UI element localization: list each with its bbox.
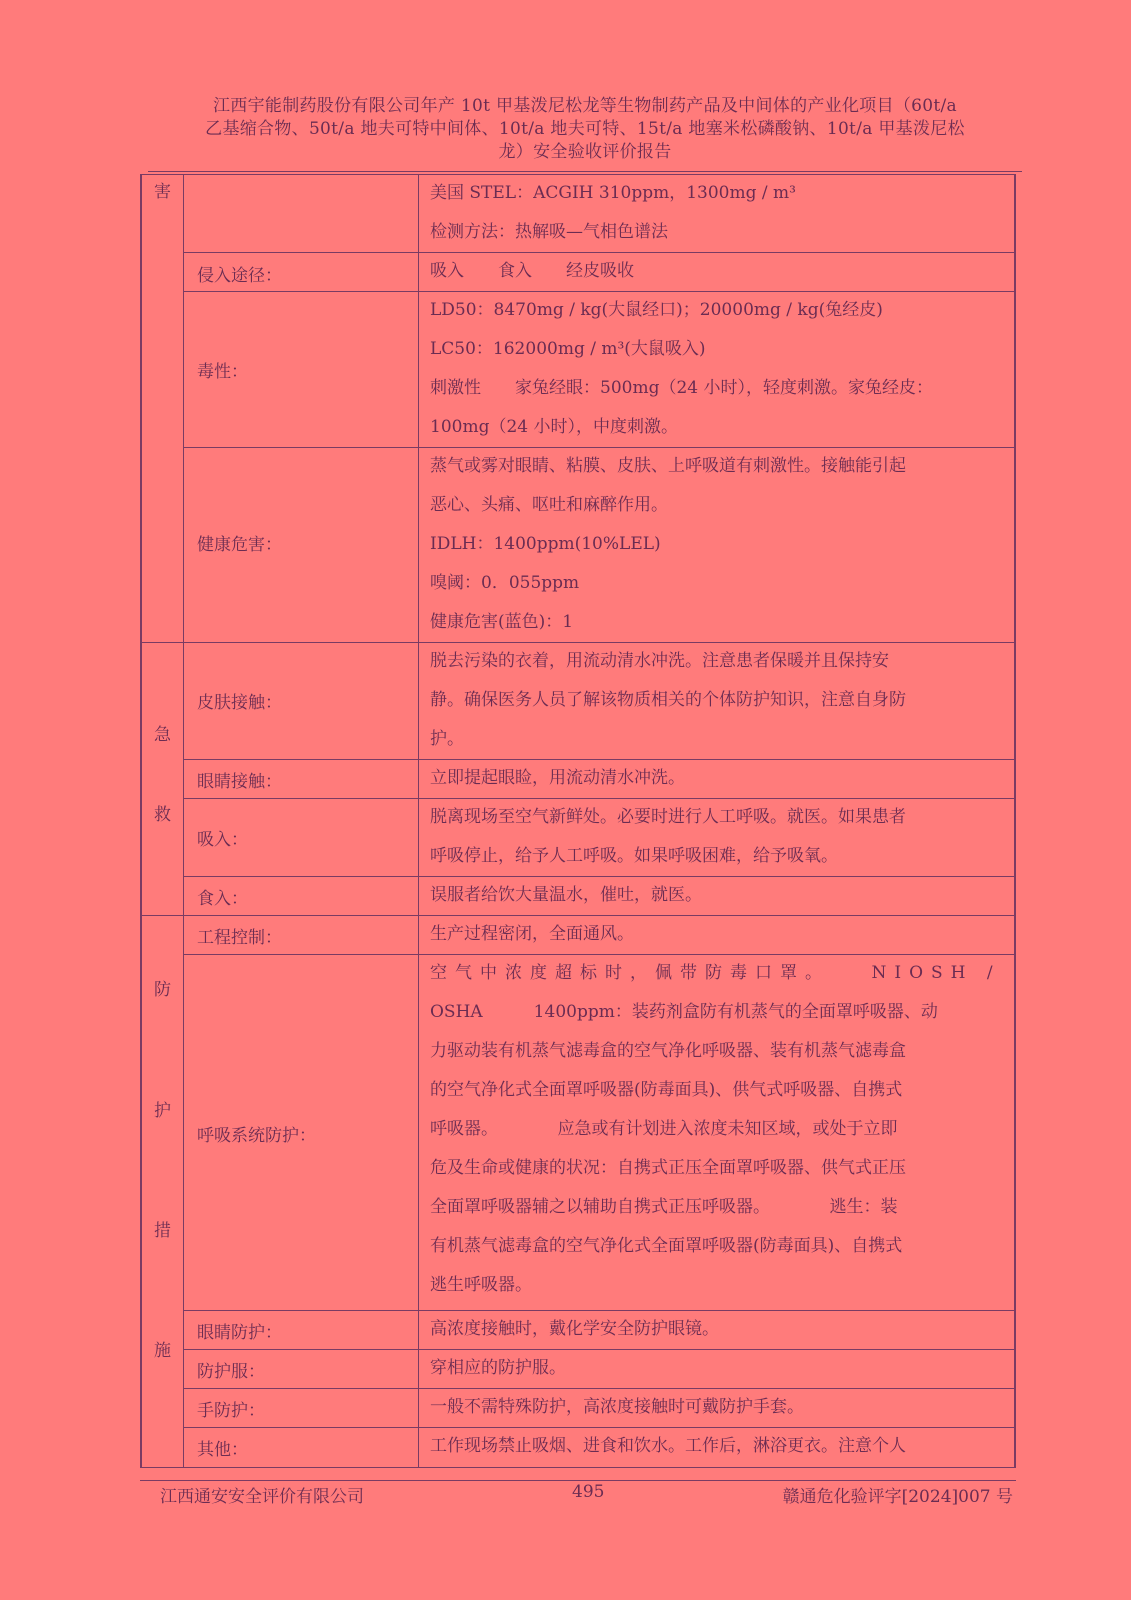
row-value-toxicity <box>430 291 1006 447</box>
row-value-engineering-control <box>430 915 1006 954</box>
row-value-respiratory-protection <box>430 954 1006 1305</box>
row-label-route: 侵入途径： <box>197 266 282 286</box>
section-protection-char: 防 <box>154 980 171 1000</box>
section-firstaid-char: 急 <box>154 725 171 745</box>
value-line: 护。 <box>430 729 464 749</box>
row-label-eye-protection: 眼睛防护： <box>197 1323 282 1343</box>
row-value-health-hazard <box>430 447 1006 642</box>
value-line: 危及生命或健康的状况：自携式正压全面罩呼吸器、供气式正压 <box>430 1158 906 1178</box>
header-line-2: 乙基缩合物、50t/a 地夫可特中间体、10t/a 地夫可特、15t/a 地塞米松磷酸钠、10t/a 甲基泼尼松 <box>205 119 965 139</box>
row-label-toxicity: 毒性： <box>197 362 248 382</box>
value-line: 脱离现场至空气新鲜处。必要时进行人工呼吸。就医。如果患者 <box>430 807 906 827</box>
header-line-3: 龙）安全验收评价报告 <box>498 142 672 162</box>
value-line: 立即提起眼睑，用流动清水冲洗。 <box>430 768 685 788</box>
value-line: 穿相应的防护服。 <box>430 1358 566 1378</box>
column-divider-1 <box>183 175 184 1467</box>
value-line: 检测方法：热解吸—气相色谱法 <box>430 222 668 242</box>
row-label-eye-contact: 眼睛接触： <box>197 772 282 792</box>
footer-company: 江西通安安全评价有限公司 <box>160 1487 364 1507</box>
section-firstaid-char: 救 <box>154 805 171 825</box>
footer-divider <box>140 1480 1016 1481</box>
section-protection-char: 护 <box>154 1101 171 1121</box>
value-line: LC50：162000mg / m³(大鼠吸入) <box>430 339 706 359</box>
section-protection-char: 施 <box>154 1341 171 1361</box>
row-value-ingestion <box>430 876 1006 915</box>
value-line: 的空气净化式全面罩呼吸器(防毒面具)、供气式呼吸器、自携式 <box>430 1080 903 1100</box>
row-label-respiratory-protection: 呼吸系统防护： <box>197 1126 316 1146</box>
row-label-skin-contact: 皮肤接触： <box>197 693 282 713</box>
value-line: 力驱动装有机蒸气滤毒盒的空气净化呼吸器、装有机蒸气滤毒盒 <box>430 1041 906 1061</box>
row-value-protective-clothing <box>430 1349 1006 1388</box>
value-line: 100mg（24 小时），中度刺激。 <box>430 417 678 437</box>
header-line-1: 江西宇能制药股份有限公司年产 10t 甲基泼尼松龙等生物制药产品及中间体的产业化项目（60t/a <box>213 96 957 116</box>
value-line: 工作现场禁止吸烟、进食和饮水。工作后，淋浴更衣。注意个人 <box>430 1436 906 1456</box>
value-line: 一般不需特殊防护，高浓度接触时可戴防护手套。 <box>430 1397 804 1417</box>
row-value-skin-contact <box>430 642 1006 759</box>
value-line: OSHA 1400ppm：装药剂盒防有机蒸气的全面罩呼吸器、动 <box>430 1002 938 1022</box>
footer-page-number: 495 <box>572 1482 605 1502</box>
row-value-eye-contact <box>430 759 1006 798</box>
value-line: 刺激性 家兔经眼：500mg（24 小时），轻度刺激。家兔经皮： <box>430 378 933 398</box>
row-label-inhalation: 吸入： <box>197 830 248 850</box>
value-line: 静。确保医务人员了解该物质相关的个体防护知识，注意自身防 <box>430 690 906 710</box>
value-line: 误服者给饮大量温水，催吐，就医。 <box>430 885 702 905</box>
row-label-engineering-control: 工程控制： <box>197 928 282 948</box>
column-divider-2 <box>418 175 419 1467</box>
row-label-health-hazard: 健康危害： <box>197 535 282 555</box>
value-line: 生产过程密闭，全面通风。 <box>430 924 634 944</box>
section-protection-char: 措 <box>154 1221 171 1241</box>
value-line: 恶心、头痛、呕吐和麻醉作用。 <box>430 495 668 515</box>
value-line: 嗅阈：0．055ppm <box>430 573 580 593</box>
value-line: 呼吸停止，给予人工呼吸。如果呼吸困难，给予吸氧。 <box>430 846 838 866</box>
row-label-other: 其他： <box>197 1440 248 1460</box>
value-line: IDLH：1400ppm(10%LEL) <box>430 534 661 554</box>
section-hazard-char: 害 <box>154 182 171 202</box>
row-value-hand-protection <box>430 1388 1006 1427</box>
row-value-eye-protection <box>430 1310 1006 1349</box>
value-line: LD50：8470mg / kg(大鼠经口)；20000mg / kg(兔经皮) <box>430 300 883 320</box>
value-line: 全面罩呼吸器辅之以辅助自携式正压呼吸器。 逃生：装 <box>430 1197 898 1217</box>
row-label-protective-clothing: 防护服： <box>197 1362 265 1382</box>
row-label-hand-protection: 手防护： <box>197 1401 265 1421</box>
value-line: 呼吸器。 应急或有计划进入浓度未知区域，或处于立即 <box>430 1119 898 1139</box>
row-value-exposure-limits <box>430 174 1006 252</box>
row-value-inhalation <box>430 798 1006 876</box>
value-line: 空气中浓度超标时，佩带防毒口罩。 NIOSH / <box>430 963 1001 983</box>
footer-document-number: 赣通危化验评字[2024]007 号 <box>782 1487 1013 1507</box>
value-line: 美国 STEL：ACGIH 310ppm，1300mg / m³ <box>430 183 796 203</box>
value-line: 脱去污染的衣着，用流动清水冲洗。注意患者保暖并且保持安 <box>430 651 889 671</box>
row-label-ingestion: 食入： <box>197 889 248 909</box>
header-divider <box>148 171 1022 172</box>
value-line: 逃生呼吸器。 <box>430 1275 532 1295</box>
value-line: 蒸气或雾对眼睛、粘膜、皮肤、上呼吸道有刺激性。接触能引起 <box>430 456 906 476</box>
value-line: 有机蒸气滤毒盒的空气净化式全面罩呼吸器(防毒面具)、自携式 <box>430 1236 903 1256</box>
value-line: 吸入 食入 经皮吸收 <box>430 261 634 281</box>
value-line: 健康危害(蓝色)：1 <box>430 612 574 632</box>
value-line: 高浓度接触时，戴化学安全防护眼镜。 <box>430 1319 719 1339</box>
row-value-route <box>430 252 1006 291</box>
msds-table <box>140 174 1016 1468</box>
row-value-other <box>430 1427 1006 1466</box>
report-header <box>150 95 1020 164</box>
